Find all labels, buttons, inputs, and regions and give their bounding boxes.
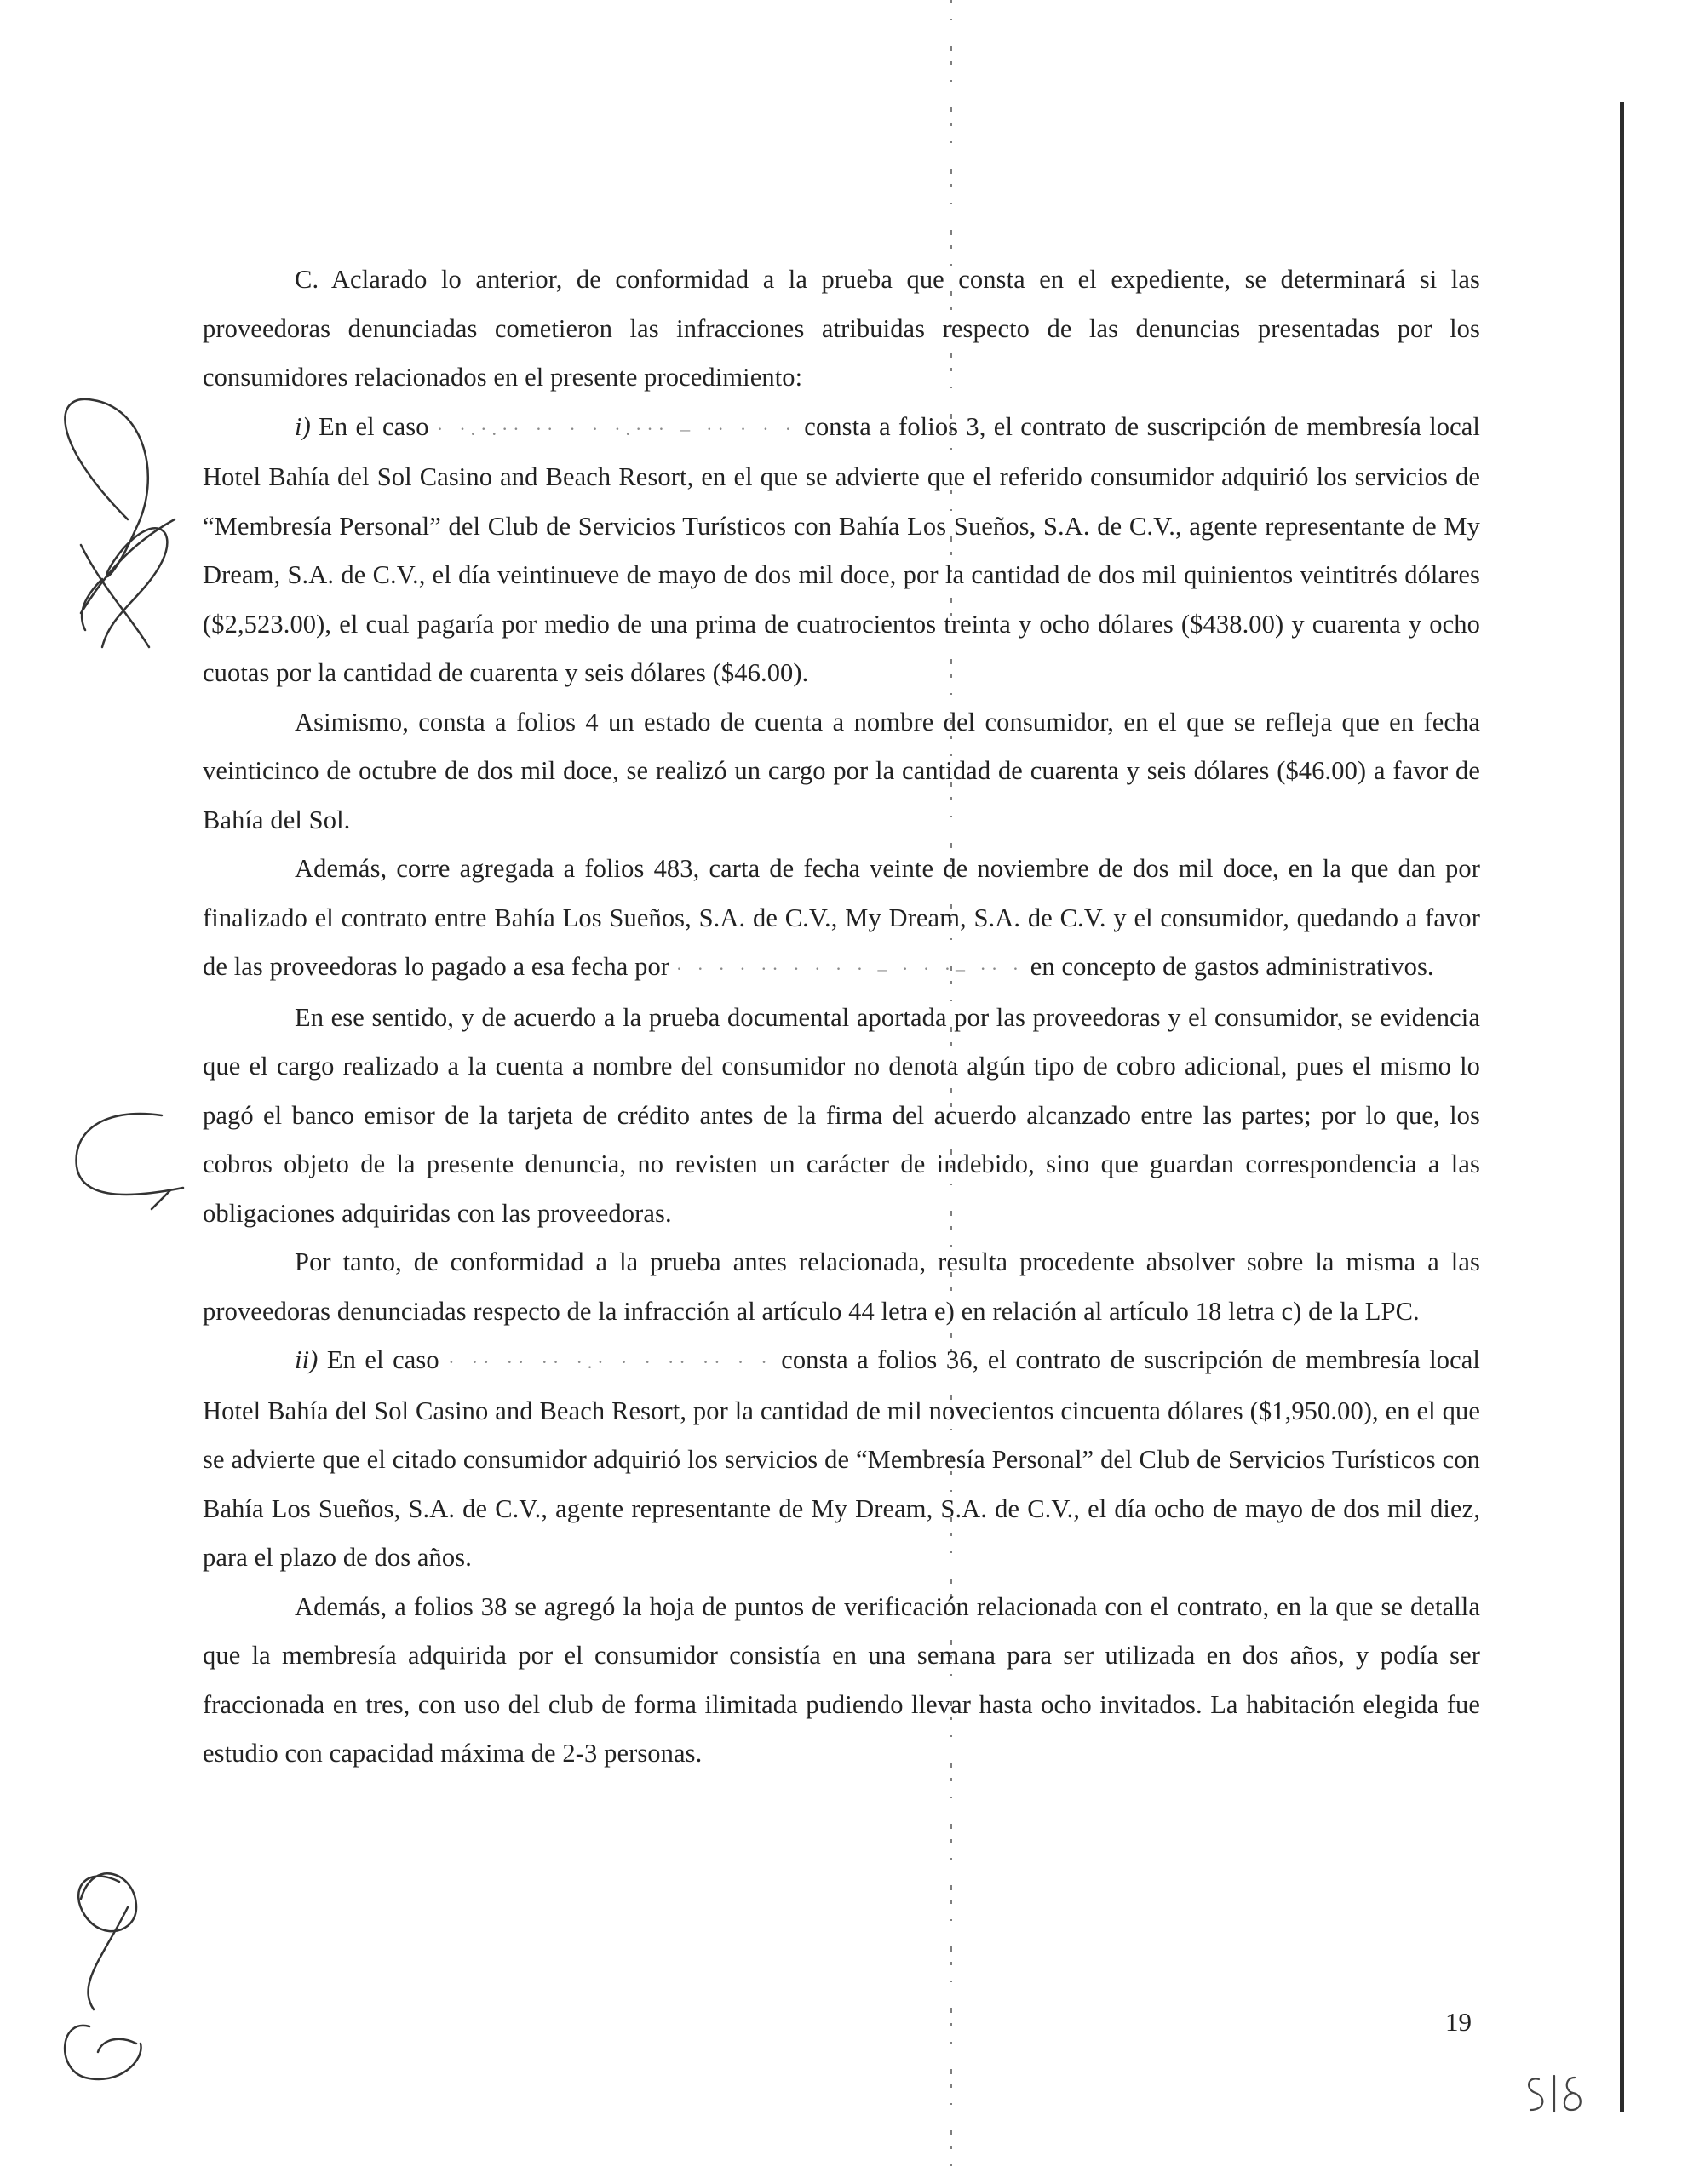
paragraph-conclusion [203, 1238, 1480, 1336]
signature-scribble-icon [65, 399, 175, 647]
paragraph-account-statement [203, 698, 1480, 846]
handwritten-folio-icon [1520, 2069, 1597, 2120]
page-number: 19 [1445, 2007, 1472, 2037]
paragraph-c-intro [203, 255, 1480, 403]
redacted-name: · ·· ·· ·· ·.· · · ·· ·· · · [448, 1351, 772, 1373]
paragraph-verification-sheet [203, 1583, 1480, 1779]
paragraph-case-ii [203, 1336, 1480, 1583]
bracket-mark-icon [77, 1114, 183, 1209]
redacted-amount: · · · · ·· · · · · – · · ·– ·· · [675, 958, 1025, 979]
scan-right-edge [1620, 102, 1624, 2112]
paragraph-text: Además, corre agregada a folios 483, carta de fecha veinte de noviembre de dos mil doce, en la que dan por finalizado el contrato entre Bahía Los Sueños, S.A. de C.V., My Dream, S.A. de C.V. y el consumidor, quedando a favor de las proveedoras lo pagado a esa fecha por [203, 854, 1480, 981]
paragraph-text: C. Aclarado lo anterior, de conformidad a la prueba que consta en el expediente, se determinará si las proveedoras denunciadas cometieron las infracciones atribuidas respecto de las denuncias presentadas por los consumidores relacionados en el presente procedimiento: [203, 265, 1480, 392]
case-lead: En el caso [318, 1345, 449, 1374]
redacted-name: · ·.·.·· ·· · · ·.··· – ·· · · · [436, 417, 797, 439]
handwritten-number-icon [65, 1873, 141, 2079]
case-lead: En el caso [310, 411, 437, 441]
paragraph-text: consta a folios 3, el contrato de suscripción de membresía local Hotel Bahía del Sol Casino and Beach Resort, en el que se advierte que el referido consumidor adquirió los servicios de “Membresía Personal” del Club de Servicios Turísticos con Bahía Los Sueños, S.A. de C.V., agente representante de My Dream, S.A. de C.V., el día veintinueve de mayo de dos mil doce, por la cantidad de dos mil quinientos veintitrés dólares ($2,523.00), el cual pagaría por medio de una prima de cuatrocientos treinta y ocho dólares ($438.00) y cuarenta y ocho cuotas por la cantidad de cuarenta y seis dólares ($46.00). [203, 411, 1480, 687]
case-label: ii) [295, 1345, 319, 1374]
paragraph-text: En ese sentido, y de acuerdo a la prueba documental aportada por las proveedoras y el consumidor, se evidencia que el cargo realizado a la cuenta a nombre del consumidor no denota algún tipo de cobro adicional, pues el mismo lo pagó el banco emisor de la tarjeta de crédito antes de la firma del acuerdo alcanzado entre las partes; por lo que, los cobros objeto de la presente denuncia, no revisten un carácter de indebido, sino que guardan correspondencia a las obligaciones adquiridas con las proveedoras. [203, 1002, 1480, 1228]
paragraph-termination-letter [203, 845, 1480, 994]
paragraph-text: consta a folios 36, el contrato de suscripción de membresía local Hotel Bahía del Sol Casino and Beach Resort, por la cantidad de mil novecientos cincuenta dólares ($1,950.00), en el que se advierte que el citado consumidor adquirió los servicios de “Membresía Personal” del Club de Servicios Turísticos con Bahía Los Sueños, S.A. de C.V., agente representante de My Dream, S.A. de C.V., el día ocho de mayo de dos mil diez, para el plazo de dos años. [203, 1345, 1480, 1572]
paragraph-text: Asimismo, consta a folios 4 un estado de cuenta a nombre del consumidor, en el que se refleja que en fecha veinticinco de octubre de dos mil doce, se realizó un cargo por la cantidad de cuarenta y seis dólares ($46.00) a favor de Bahía del Sol. [203, 707, 1480, 834]
paragraph-text: Por tanto, de conformidad a la prueba antes relacionada, resulta procedente absolver sobre la misma a las proveedoras denunciadas respecto de la infracción al artículo 44 letra e) en relación al artículo 18 letra c) de la LPC. [203, 1247, 1480, 1326]
paragraph-analysis [203, 994, 1480, 1239]
paragraph-text: Además, a folios 38 se agregó la hoja de puntos de verificación relacionada con el contrato, en la que se detalla que la membresía adquirida por el consumidor consistía en una semana para ser utilizada en dos años, y podía ser fraccionada en tres, con uso del club de forma ilimitada pudiendo llevar hasta ocho invitados. La habitación elegida fue estudio con capacidad máxima de 2-3 personas. [203, 1591, 1480, 1768]
paragraph-tail: en concepto de gastos administrativos. [1024, 952, 1434, 981]
paragraph-case-i [203, 403, 1480, 698]
document-body [203, 255, 1480, 1779]
case-label: i) [295, 411, 311, 441]
